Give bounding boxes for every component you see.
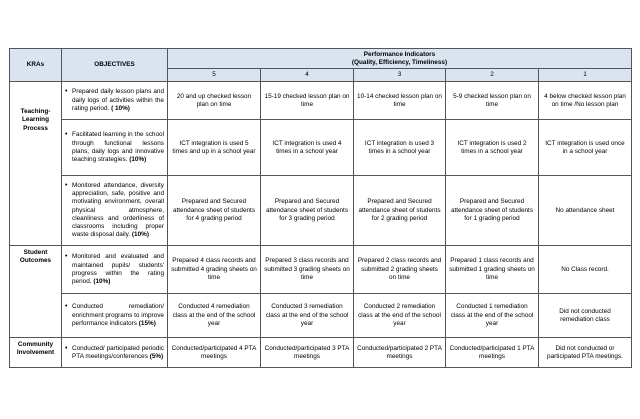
indicator-cell: Prepared and Secured attendance sheet of students for 2 grading period	[354, 176, 446, 246]
indicator-cell: Prepared and Secured attendance sheet of students for 3 grading period	[261, 176, 354, 246]
rating-3: 3	[354, 69, 446, 82]
objective-cell	[62, 176, 168, 246]
bullet-icon: •	[65, 131, 68, 139]
performance-table	[9, 48, 632, 368]
indicator-cell: Conducted 2 remediation class at the end of the school year	[354, 294, 446, 338]
indicator-cell: Prepared 1 class records and submitted 1 grading sheets on time	[446, 246, 539, 294]
table-row	[10, 82, 632, 120]
indicator-cell: Conducted/participated 3 PTA meetings	[261, 338, 354, 368]
indicator-cell: ICT integration is used 5 times and up in a school year	[168, 120, 261, 176]
objective-weight: (10%)	[129, 155, 147, 163]
indicator-cell: Did not conducted remediation class	[539, 294, 632, 338]
objective-text: Monitored attendance, diversity appreciation, safe, positive and motivating environment, overall physical atmosphere, cleanliness and orderliness of classrooms including proper waste disposal daily.	[72, 181, 164, 239]
table-row	[10, 176, 632, 246]
table-row	[10, 120, 632, 176]
rating-1: 1	[539, 69, 632, 82]
kra-community-involvement: Community Involvement	[10, 338, 62, 368]
indicator-cell: Prepared 4 class records and submitted 4 grading sheets on time	[168, 246, 261, 294]
pi-title: Performance Indicators	[363, 51, 436, 58]
objective-cell	[62, 120, 168, 176]
table-row	[10, 338, 632, 368]
indicator-cell: Did not conducted or participated PTA meetings.	[539, 338, 632, 368]
rating-4: 4	[261, 69, 354, 82]
objective-weight: (10%)	[93, 277, 111, 285]
objective-weight: (5%)	[149, 352, 164, 360]
indicator-cell: 15-19 checked lesson plan on time	[261, 82, 354, 120]
objectives-header: OBJECTIVES	[62, 49, 168, 82]
indicator-cell: Prepared 2 class records and submitted 2 grading sheets on time	[354, 246, 446, 294]
kras-header: KRAs	[10, 49, 62, 82]
indicator-cell: ICT integration is used once in a school year	[539, 120, 632, 176]
objective-text: Monitored and evaluated and maintained pupils/ students' progress within the rating period.	[72, 253, 164, 285]
pi-subtitle: (Quality, Efficiency, Timeliness)	[351, 58, 448, 66]
objective-weight: (10%)	[131, 231, 149, 239]
indicator-cell: Prepared 3 class records and submitted 3 grading sheets on time	[261, 246, 354, 294]
objective-text: Prepared daily lesson plans and daily logs of activities within the rating period.	[72, 88, 164, 112]
objective-text: Conducted/ participated periodic PTA meetings/conferences	[72, 344, 164, 360]
indicator-cell: 4 below checked lesson plan on time /No lesson plan	[539, 82, 632, 120]
objective-cell	[62, 246, 168, 294]
performance-indicators-header	[168, 49, 632, 69]
table-row	[10, 246, 632, 294]
objective-weight: ( 10%)	[111, 104, 130, 112]
indicator-cell: Conducted/participated 2 PTA meetings	[354, 338, 446, 368]
indicator-cell: Conducted 4 remediation class at the end of the school year	[168, 294, 261, 338]
indicator-cell: ICT integration is used 3 times in a school year	[354, 120, 446, 176]
rating-5: 5	[168, 69, 261, 82]
objective-text: Facilitated learning in the school through functional lessons plans, daily logs and innovative teaching strategies.	[72, 131, 164, 163]
indicator-cell: No attendance sheet	[539, 176, 632, 246]
bullet-icon: •	[65, 303, 68, 311]
objective-cell	[62, 294, 168, 338]
kra-student-outcomes: Student Outcomes	[10, 246, 62, 338]
objective-weight: (15%)	[138, 319, 156, 327]
kra-teaching-learning: Teaching-Learning Process	[10, 82, 62, 246]
bullet-icon: •	[65, 344, 68, 352]
objective-cell	[62, 338, 168, 368]
indicator-cell: Conducted/participated 4 PTA meetings	[168, 338, 261, 368]
indicator-cell: 20 and up checked lesson plan on time	[168, 82, 261, 120]
indicator-cell: Conducted 1 remediation class at the end of the school year	[446, 294, 539, 338]
bullet-icon: •	[65, 88, 68, 96]
indicator-cell: Conducted 3 remediation class at the end of the school year	[261, 294, 354, 338]
indicator-cell: ICT integration is used 2 times in a school year	[446, 120, 539, 176]
indicator-cell: Conducted/participated 1 PTA meetings	[446, 338, 539, 368]
indicator-cell: 10-14 checked lesson plan on time	[354, 82, 446, 120]
indicator-cell: ICT integration is used 4 times in a school year	[261, 120, 354, 176]
bullet-icon: •	[65, 181, 68, 189]
rating-2: 2	[446, 69, 539, 82]
table-row	[10, 294, 632, 338]
bullet-icon: •	[65, 253, 68, 261]
objective-text: Conducted remediation/ enrichment programs to improve performance indicators	[72, 303, 164, 327]
objective-cell	[62, 82, 168, 120]
indicator-cell: 5-9 checked lesson plan on time	[446, 82, 539, 120]
indicator-cell: No Class record.	[539, 246, 632, 294]
indicator-cell: Prepared and Secured attendance sheet of students for 1 grading period	[446, 176, 539, 246]
indicator-cell: Prepared and Secured attendance sheet of students for 4 grading period	[168, 176, 261, 246]
